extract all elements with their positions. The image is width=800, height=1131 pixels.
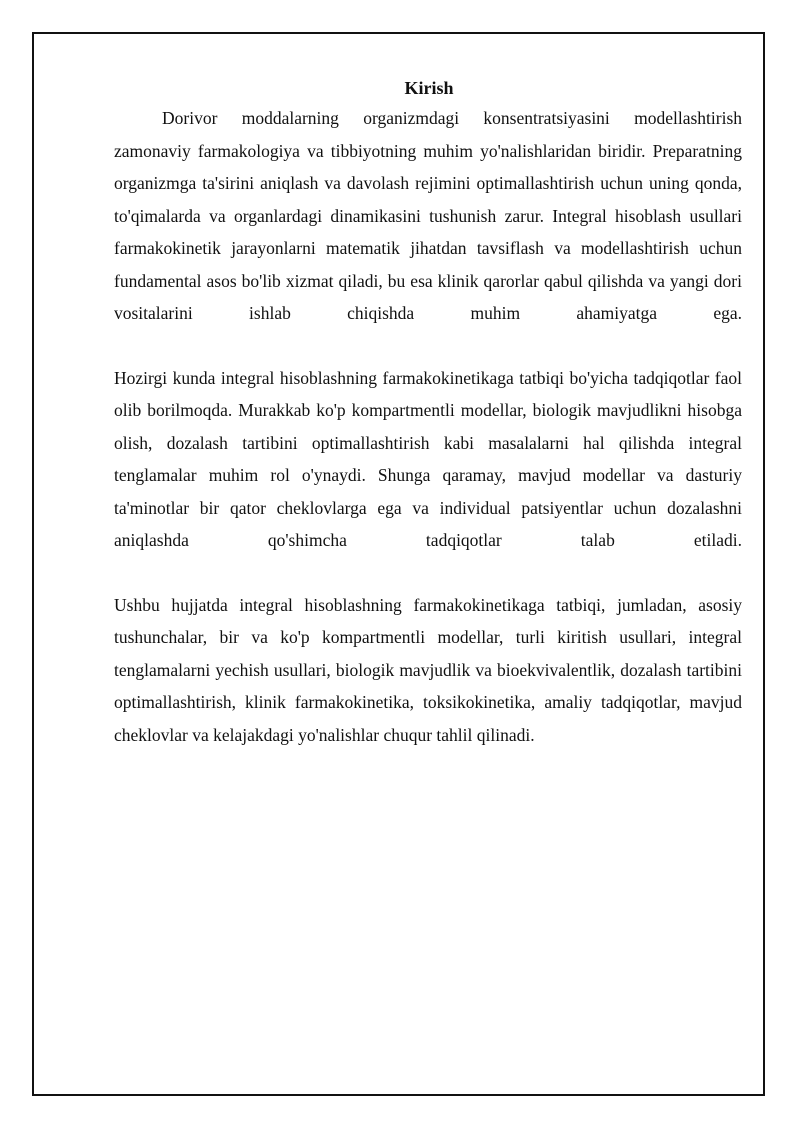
paragraph-spacer: [114, 557, 742, 589]
paragraph-spacer: [114, 330, 742, 362]
paragraph-current-research: Hozirgi kunda integral hisoblashning farmakokinetikaga tatbiqi bo'yicha tadqiqotlar faol olib borilmoqda. Murakkab ko'p kompartmentli modellar, biologik mavjudlikni hisobga olish, dozalash tartibini optimallashtirish kabi masalalarni hal qilishda integral tenglamalar muhim rol o'ynaydi. Shunga qaramay, mavjud modellar va dasturiy ta'minotlar bir qator cheklovlarga ega va individual patsiyentlar uchun dozalashni aniqlashda qo'shimcha tadqiqotlar talab etiladi.: [114, 367, 742, 550]
paragraph-intro: Dorivor moddalarning organizmdagi konsentratsiyasini modellashtirish zamonaviy farmakologiya va tibbiyotning muhim yo'nalishlaridan biridir. Preparatning organizmga ta'sirini aniqlash va davolash rejimini optimallashtirish uchun uning qonda, to'qimalarda va organlardagi dinamikasini tushunish zarur. Integral hisoblash usullari farmakokinetik jarayonlarni matematik jihatdan tavsiflash va modellashtirish uchun fundamental asos bo'lib xizmat qiladi, bu esa klinik qarorlar qabul qilishda va yangi dori vositalarini ishlab chiqishda muhim ahamiyatga ega.: [114, 108, 742, 323]
paragraph-document-scope: Ushbu hujjatda integral hisoblashning farmakokinetikaga tatbiqi, jumladan, asosiy tushunchalar, bir va ko'p kompartmentli modellar, turli kiritish usullari, integral tenglamalarni yechish usullari, biologik mavjudlik va bioekvivalentlik, dozalash tartibini optimallashtirish, klinik farmakokinetika, toksikokinetika, amaliy tadqiqotlar, mavjud cheklovlar va kelajakdagi yo'nalishlar chuqur tahlil qilinadi.: [114, 594, 742, 745]
document-body: [114, 74, 742, 751]
section-title: Kirish: [404, 78, 454, 98]
